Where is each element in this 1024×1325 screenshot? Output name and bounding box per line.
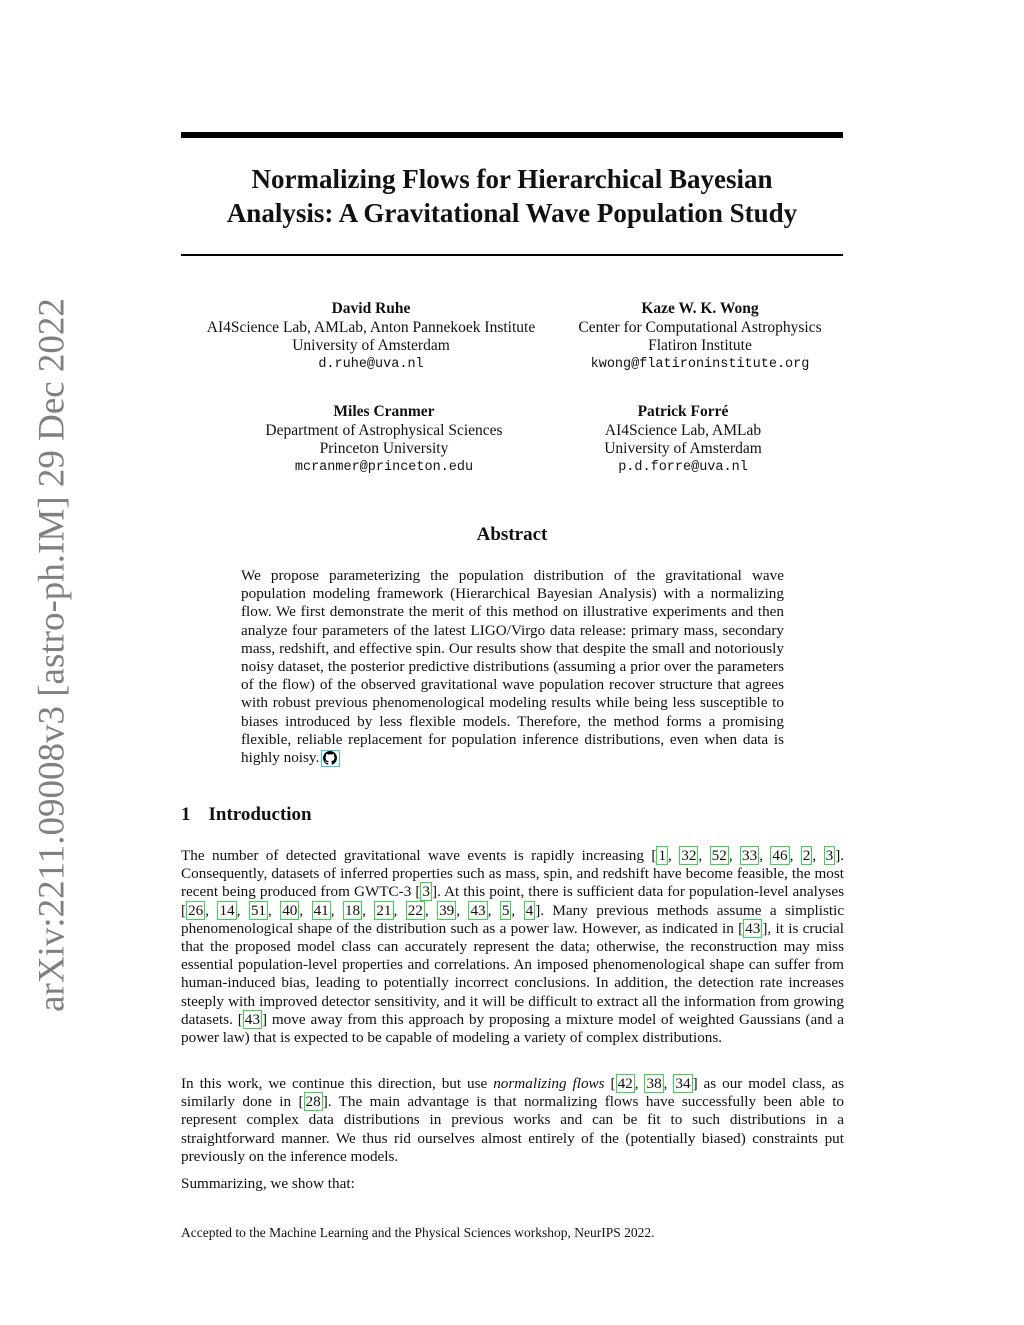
author-email[interactable]: mcranmer@princeton.edu xyxy=(294,459,474,475)
author-block xyxy=(556,300,844,374)
section-heading xyxy=(181,804,312,826)
text-run: ]. Consequently, datasets of inferred properties such as mass, spin, and redshift have become feasible, the most recent being produced from GWTC-3 [ xyxy=(181,847,845,901)
github-icon[interactable] xyxy=(321,750,340,767)
title-rule-bottom xyxy=(181,254,843,256)
author-email[interactable]: p.d.forre@uva.nl xyxy=(618,459,748,475)
author-affiliation: University of Amsterdam xyxy=(604,440,762,457)
citation-link[interactable]: 3 xyxy=(825,847,834,864)
intro-paragraph-3: Summarizing, we show that: xyxy=(181,1175,355,1192)
abstract-heading: Abstract xyxy=(476,524,548,545)
author-name: David Ruhe xyxy=(331,300,411,317)
author-affiliation: University of Amsterdam xyxy=(292,337,450,354)
title-line-1: Normalizing Flows for Hierarchical Bayesian xyxy=(251,164,773,194)
intro-paragraph-1: The number of detected gravitational wave events is rapidly increasing [ 1 , 32 , 52 , 33 , 46 , 2 , 3 ]. Consequently, datasets of inferred properties such as mass, spin, and redshift have become feasible, the most recent being produced from GWTC-3 [ 3 ]. At this point, there is sufficient data for population-level analyses [ 26 , 14 , 51 , 40 , 41 , 18 , 21 , 22 , 39 , 43 , 5 , 4 ]. Many previous methods assume a simplistic phenomenological shape of the distribution such as a power law. However, as indicated in [ 43 ], it is crucial that the proposed model class can accurately represent the data; otherwise, the reconstruction may miss essential population-level properties and correlations. An imposed phenomenological shape can suffer from human-induced bias, leading to potentially incorrect conclusions. In addition, the detection rate increases steeply with improved detector sensitivity, and it will be difficult to extract all the information from growing datasets. [ 43 ] move away from this approach by proposing a mixture model of weighted Gaussians (and a power law) that is expected to be capable of modeling a variety of complex distributions. xyxy=(181,847,845,1047)
citation-link[interactable]: 1 xyxy=(658,847,667,864)
author-affiliation: Department of Astrophysical Sciences xyxy=(265,421,503,439)
author-name: Patrick Forré xyxy=(637,403,729,420)
citation-link[interactable]: 22 xyxy=(407,901,423,919)
citation-link[interactable]: 41 xyxy=(313,901,329,919)
citation-link[interactable]: 46 xyxy=(772,847,788,864)
abstract-text xyxy=(241,567,784,767)
citation-link[interactable]: 28 xyxy=(305,1093,321,1111)
emphasis-text: normalizing flows xyxy=(493,1075,605,1092)
text-run: The number of detected gravitational wave events is rapidly increasing [ xyxy=(181,847,657,864)
text-run: ] as our model class, as similarly done in [ xyxy=(181,1075,845,1111)
author-affiliation: Center for Computational Astrophysics xyxy=(578,318,822,336)
arxiv-identifier: arXiv:2211.09008v3 [astro-ph.IM] 29 Dec 2022 xyxy=(31,298,73,1012)
footnote: Accepted to the Machine Learning and the Physical Sciences workshop, NeurIPS 2022. xyxy=(181,1225,655,1240)
citation-link[interactable]: 4 xyxy=(525,901,534,919)
citation-link[interactable]: 43 xyxy=(745,919,761,937)
intro-paragraph-2: In this work, we continue this direction, but use normalizing flows [ 42 , 38 , 34 ] as our model class, as similarly done in [ 28 ]. The main advantage is that normalizing flows have successfully been able to represent complex data distributions in previous works and can be fit to such distributions in a straightforward manner. We thus rid ourselves almost entirely of the (potentially biased) constraints put previously on the inference models. xyxy=(181,1075,845,1165)
author-affiliation: Princeton University xyxy=(319,440,449,457)
paper-title xyxy=(181,162,843,230)
author-block xyxy=(556,403,810,477)
citation-link[interactable]: 51 xyxy=(250,901,266,919)
citation-link[interactable]: 52 xyxy=(711,847,727,864)
citation-link[interactable]: 21 xyxy=(376,901,392,919)
abstract-body: We propose parameterizing the population distribution of the gravitational wave population modeling framework (Hierarchical Bayesian Analysis) with a normalizing flow. We first demonstrate the merit of this method on illustrative experiments and then analyze four parameters of the latest LIGO/Virgo data release: primary mass, secondary mass, redshift, and effective spin. Our results show that despite the small and notoriously noisy dataset, the posterior predictive distributions (assuming a prior over the parameters of the flow) of the observed gravitational wave population recover structure that agrees with robust previous phenomenological modeling results while being less susceptible to biases introduced by less flexible models. Therefore, the method forms a promising flexible, reliable replacement for population inference distributions, even when data is highly noisy. xyxy=(241,567,784,767)
citation-link[interactable]: 40 xyxy=(282,901,298,919)
text-run: ]. At this point, there is sufficient data for population-level analyses [ xyxy=(181,883,844,919)
citation-link[interactable]: 3 xyxy=(422,883,431,901)
text-run: ] move away from this approach by proposing a mixture model of weighted Gaussians (and a power law) that is expected to be capable of modeling a variety of complex distributions. xyxy=(181,1010,845,1047)
author-email[interactable]: d.ruhe@uva.nl xyxy=(318,356,424,372)
citation-link[interactable]: 34 xyxy=(675,1075,691,1092)
citation-link[interactable]: 42 xyxy=(617,1075,633,1092)
citation-link[interactable]: 38 xyxy=(646,1075,662,1092)
author-name: Miles Cranmer xyxy=(333,403,435,420)
author-email[interactable]: kwong@flatironinstitute.org xyxy=(590,356,810,372)
citation-link[interactable]: 43 xyxy=(470,901,486,919)
text-run: ], it is crucial that the proposed model class can accurately represent the data; otherwise, the reconstruction may miss essential population-level properties and correlations. An imposed phenomenological shape can suffer from human-induced bias, leading to potentially incorrect conclusions. In addition, the detection rate increases steeply with improved detector sensitivity, and it will be difficult to extract all the information from growing datasets. [ xyxy=(181,919,844,1028)
author-affiliation: Flatiron Institute xyxy=(648,337,752,354)
citation-link[interactable]: 43 xyxy=(244,1010,260,1028)
citation-link[interactable]: 33 xyxy=(742,847,758,864)
section-title: Introduction xyxy=(208,804,312,825)
author-block xyxy=(231,403,537,477)
citation-link[interactable]: 2 xyxy=(802,847,811,864)
citation-link[interactable]: 5 xyxy=(501,901,510,919)
citation-link[interactable]: 26 xyxy=(188,901,204,919)
citation-link[interactable]: 32 xyxy=(681,847,697,864)
text-run: In this work, we continue this direction, but use xyxy=(181,1075,494,1092)
text-run: ]. Many previous methods assume a simplistic phenomenological shape of the distribution such as a power law. However, as indicated in [ xyxy=(181,901,845,937)
author-affiliation: AI4Science Lab, AMLab xyxy=(604,421,762,439)
citation-link[interactable]: 39 xyxy=(439,901,455,919)
author-name: Kaze W. K. Wong xyxy=(641,300,759,317)
title-line-2: Analysis: A Gravitational Wave Population Study xyxy=(226,198,798,228)
author-block xyxy=(181,300,561,374)
citation-link[interactable]: 18 xyxy=(344,901,361,919)
author-affiliation: AI4Science Lab, AMLab, Anton Pannekoek Institute xyxy=(206,318,536,336)
citation-link[interactable]: 14 xyxy=(219,901,235,919)
text-run: ]. The main advantage is that normalizing flows have successfully been able to represent complex data distributions in previous works and can be fit to such distributions in a straightforward manner. We thus rid ourselves almost entirely of the (potentially biased) constraints put previously on the inference models. xyxy=(181,1093,845,1165)
section-number: 1 xyxy=(181,804,191,825)
title-rule-top xyxy=(181,132,843,138)
text-run: [ xyxy=(604,1075,616,1092)
